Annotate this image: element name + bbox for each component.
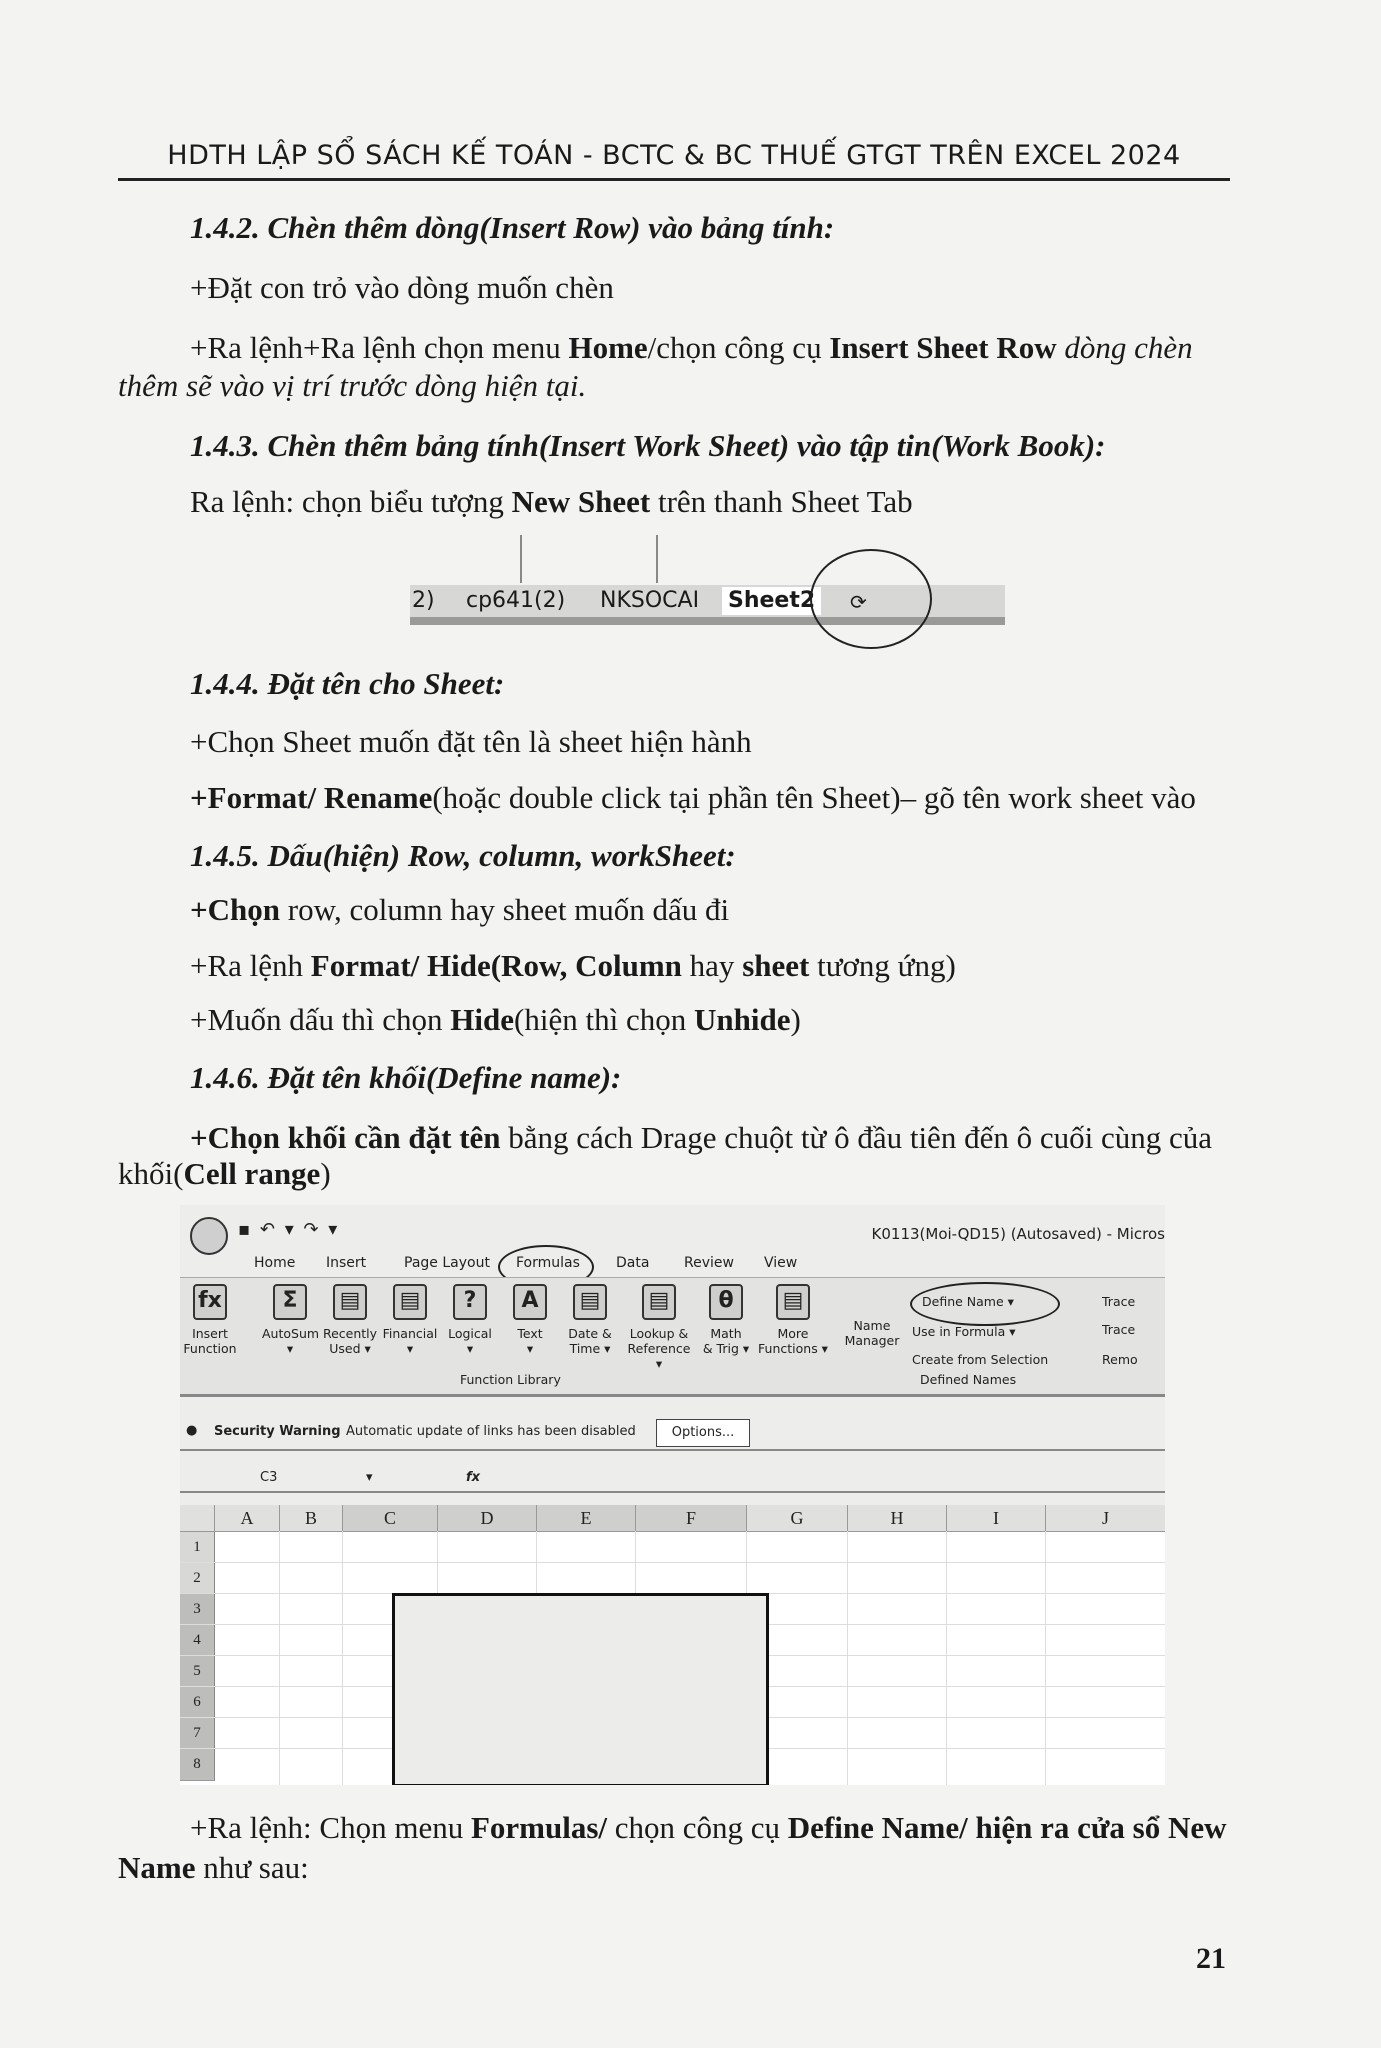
text-line: +Chọn row, column hay sheet muốn dấu đi: [190, 892, 730, 927]
book-icon: ▤: [642, 1284, 676, 1320]
selected-cell-range[interactable]: [392, 1593, 769, 1785]
theta-book-icon: θ: [709, 1284, 743, 1320]
text-line: +Chọn khối cần đặt tên bằng cách Drage chuột từ ô đầu tiên đến ô cuối cùng của: [190, 1120, 1212, 1155]
window-title: K0113(Moi-QD15) (Autosaved) - Micros: [871, 1225, 1165, 1243]
column-header[interactable]: E: [537, 1505, 636, 1532]
gridline: [180, 1562, 1165, 1563]
highlight-circle: [910, 1282, 1060, 1326]
column-header[interactable]: A: [215, 1505, 280, 1532]
text-book-icon: A: [513, 1284, 547, 1320]
tab-review[interactable]: Review: [684, 1255, 734, 1271]
heading-1-4-2: 1.4.2. Chèn thêm dòng(Insert Row) vào bảng tính:: [190, 210, 835, 245]
text-line: +Ra lệnh Format/ Hide(Row, Column hay sheet tương ứng): [190, 948, 956, 983]
tab-formulas[interactable]: Formulas: [516, 1255, 580, 1271]
sheet-tab[interactable]: cp641(2): [466, 588, 566, 613]
lookup-reference-button[interactable]: ▤ Lookup & Reference ▾: [624, 1284, 694, 1371]
select-all-corner[interactable]: [180, 1505, 215, 1532]
text-line: +Format/ Rename(hoặc double click tại phần tên Sheet)– gõ tên work sheet vào: [190, 780, 1196, 815]
column-header[interactable]: D: [438, 1505, 537, 1532]
text-button[interactable]: A Text ▾: [502, 1284, 558, 1356]
row-header[interactable]: 6: [180, 1687, 215, 1719]
gridline: [279, 1531, 280, 1785]
heading-1-4-6: 1.4.6. Đặt tên khối(Define name):: [190, 1060, 622, 1095]
divider: [656, 535, 658, 583]
row-header[interactable]: 2: [180, 1563, 215, 1595]
use-in-formula-button[interactable]: Use in Formula ▾: [912, 1324, 1016, 1339]
book-icon: ▤: [333, 1284, 367, 1320]
tab-page-layout[interactable]: Page Layout: [404, 1255, 490, 1271]
date-time-button[interactable]: ▤ Date & Time ▾: [562, 1284, 618, 1356]
column-header[interactable]: H: [848, 1505, 947, 1532]
divider: [520, 535, 522, 583]
trace-precedents-button[interactable]: Trace: [1102, 1294, 1136, 1309]
ribbon: [180, 1277, 1165, 1397]
row-header[interactable]: 4: [180, 1625, 215, 1657]
running-header: HDTH LẬP SỔ SÁCH KẾ TOÁN - BCTC & BC THUẾ GTGT TRÊN EXCEL 2024: [167, 140, 1181, 171]
text-line: +Đặt con trỏ vào dòng muốn chèn: [190, 270, 614, 305]
chevron-down-icon[interactable]: ▾: [366, 1470, 373, 1485]
group-label: Function Library: [460, 1372, 561, 1387]
book-icon: ▤: [776, 1284, 810, 1320]
column-header[interactable]: B: [280, 1505, 343, 1532]
heading-1-4-4: 1.4.4. Đặt tên cho Sheet:: [190, 666, 505, 701]
gridline: [946, 1531, 947, 1785]
sheet-tab[interactable]: 2): [412, 588, 435, 613]
column-header[interactable]: J: [1046, 1505, 1165, 1532]
more-functions-button[interactable]: ▤ More Functions ▾: [758, 1284, 828, 1356]
text-line: +Muốn dấu thì chọn Hide(hiện thì chọn Unhide): [190, 1002, 801, 1037]
row-header[interactable]: 7: [180, 1718, 215, 1750]
security-warning-label: Security Warning: [214, 1424, 341, 1439]
options-button[interactable]: Options...: [656, 1419, 750, 1447]
tab-home[interactable]: Home: [254, 1255, 296, 1271]
tab-data[interactable]: Data: [616, 1255, 650, 1271]
tab-insert[interactable]: Insert: [326, 1255, 367, 1271]
text-line: thêm sẽ vào vị trí trước dòng hiện tại.: [118, 368, 587, 403]
heading-1-4-3: 1.4.3. Chèn thêm bảng tính(Insert Work Sheet) vào tập tin(Work Book):: [190, 428, 1106, 463]
column-header[interactable]: G: [747, 1505, 848, 1532]
math-trig-button[interactable]: θ Math & Trig ▾: [698, 1284, 754, 1356]
row-header[interactable]: 8: [180, 1749, 215, 1781]
question-book-icon: ?: [453, 1284, 487, 1320]
office-button[interactable]: [190, 1217, 228, 1255]
page-number: 21: [1196, 1942, 1226, 1975]
create-from-selection-button[interactable]: Create from Selection: [912, 1352, 1049, 1367]
column-header[interactable]: F: [636, 1505, 747, 1532]
sheet-tab[interactable]: NKSOCAI: [600, 588, 700, 613]
row-header[interactable]: 3: [180, 1594, 215, 1626]
fx-icon: fx: [466, 1470, 481, 1485]
gridline: [1045, 1531, 1046, 1785]
remove-arrows-button[interactable]: Remo: [1102, 1352, 1138, 1367]
fx-icon: fx: [193, 1284, 227, 1320]
excel-screenshot: [180, 1205, 1165, 1785]
text-line: +Ra lệnh+Ra lệnh chọn menu Home/chọn công cụ Insert Sheet Row dòng chèn: [190, 330, 1193, 365]
new-sheet-icon[interactable]: ⟳: [850, 590, 867, 614]
trace-dependents-button[interactable]: Trace: [1102, 1322, 1136, 1337]
highlight-circle: [810, 549, 932, 649]
sigma-icon: Σ: [273, 1284, 307, 1320]
ribbon-tabs: [180, 1253, 1165, 1275]
recently-used-button[interactable]: ▤ Recently Used ▾: [322, 1284, 378, 1356]
security-bar: [180, 1419, 1165, 1451]
text-line: Name như sau:: [118, 1850, 309, 1885]
sheet-tab-bar: [410, 585, 1005, 625]
book-icon: ▤: [573, 1284, 607, 1320]
name-manager-button[interactable]: Name Manager: [844, 1318, 900, 1348]
financial-button[interactable]: ▤ Financial ▾: [382, 1284, 438, 1356]
row-header[interactable]: 1: [180, 1532, 215, 1564]
column-header[interactable]: I: [947, 1505, 1046, 1532]
security-message: Automatic update of links has been disabled: [346, 1424, 636, 1439]
text-line: +Ra lệnh: Chọn menu Formulas/ chọn công cụ Define Name/ hiện ra cửa sổ New: [190, 1810, 1227, 1845]
row-header[interactable]: 5: [180, 1656, 215, 1688]
header-rule: [118, 178, 1230, 181]
text-line: Ra lệnh: chọn biểu tượng New Sheet trên thanh Sheet Tab: [190, 484, 913, 519]
tab-view[interactable]: View: [764, 1255, 798, 1271]
worksheet-grid[interactable]: [180, 1505, 1165, 1785]
define-name-button[interactable]: Define Name ▾: [922, 1294, 1014, 1309]
text-line: khối(Cell range): [118, 1156, 331, 1191]
quick-access-toolbar[interactable]: ▪ ↶ ▾ ↷ ▾: [238, 1219, 340, 1240]
logical-button[interactable]: ? Logical ▾: [442, 1284, 498, 1356]
insert-function-button[interactable]: fx Insert Function: [182, 1284, 238, 1356]
sheet-tab-active[interactable]: Sheet2: [722, 587, 821, 615]
gridline: [342, 1531, 343, 1785]
heading-1-4-5: 1.4.5. Dấu(hiện) Row, column, workSheet:: [190, 838, 736, 873]
autosum-button[interactable]: Σ AutoSum ▾: [262, 1284, 318, 1356]
shield-icon: ●: [186, 1423, 198, 1438]
group-label: Defined Names: [920, 1372, 1017, 1387]
column-header[interactable]: C: [343, 1505, 438, 1532]
text-line: +Chọn Sheet muốn đặt tên là sheet hiện hành: [190, 724, 752, 759]
book-icon: ▤: [393, 1284, 427, 1320]
formula-bar: [180, 1467, 1165, 1493]
name-box[interactable]: C3: [260, 1470, 278, 1485]
gridline: [847, 1531, 848, 1785]
